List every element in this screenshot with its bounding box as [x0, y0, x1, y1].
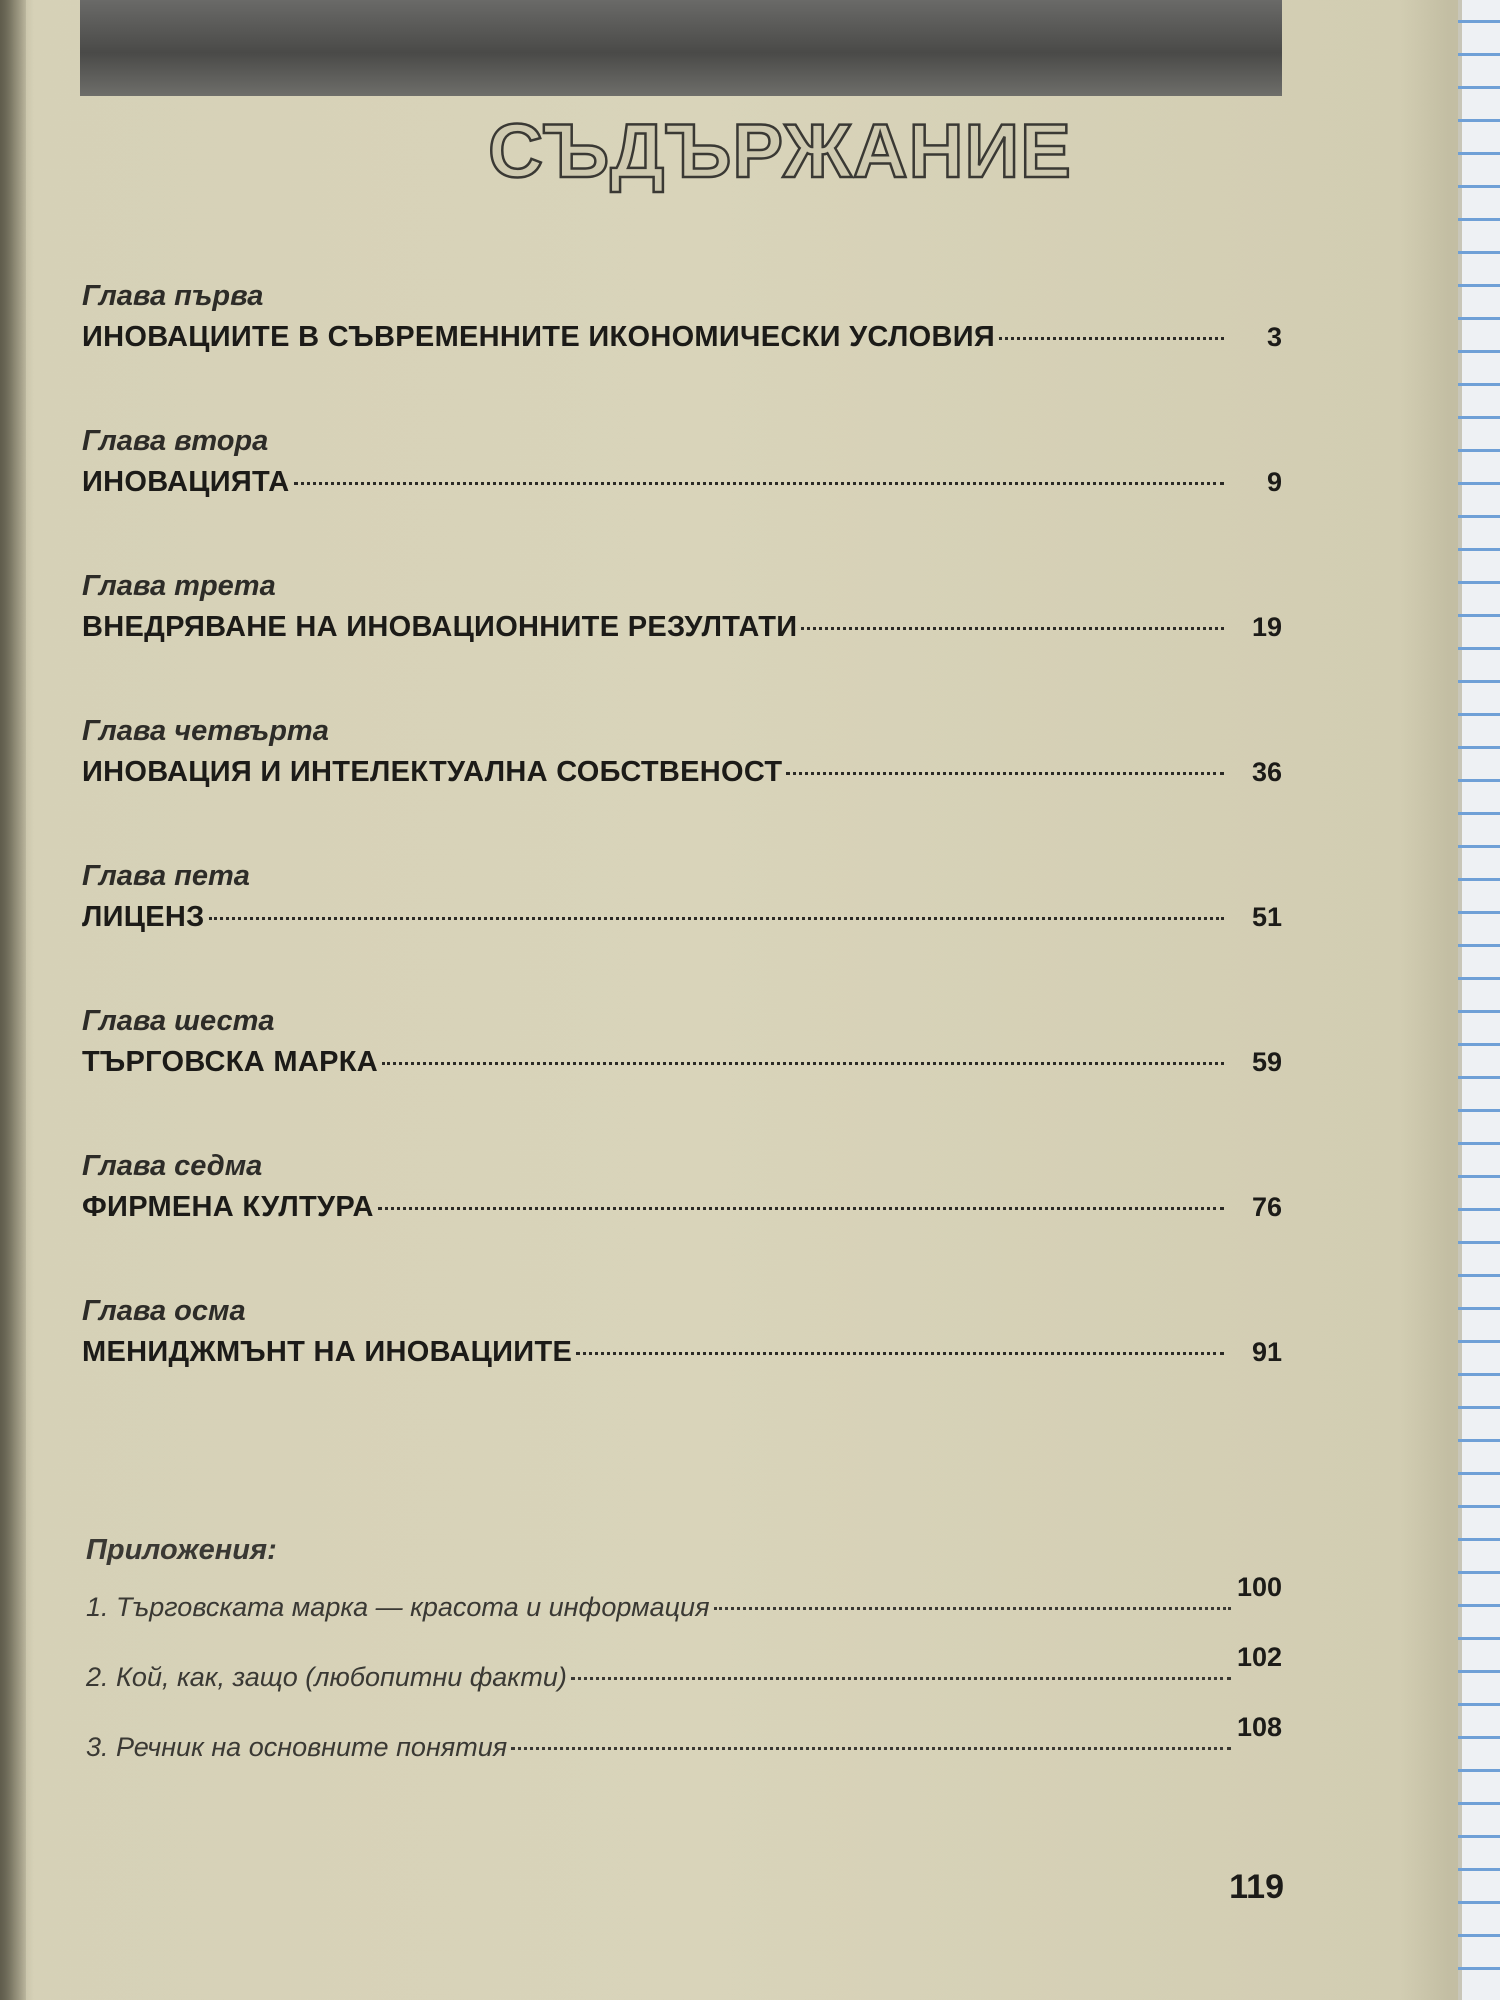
chapter-page-number: 51: [1251, 902, 1282, 932]
dot-leader: [571, 1677, 1231, 1680]
table-of-contents: [82, 278, 1282, 1438]
chapter-label: Глава шеста: [82, 1005, 275, 1037]
chapter-label: Глава седма: [82, 1150, 263, 1182]
dot-leader: [511, 1747, 1231, 1750]
chapter-label: Глава втора: [82, 425, 269, 457]
toc-entry: [82, 1148, 1282, 1293]
chapter-title: ИНОВАЦИИТЕ В СЪВРЕМЕННИТЕ ИКОНОМИЧЕСКИ УСЛОВИЯ: [82, 321, 995, 353]
toc-entry: [82, 423, 1282, 568]
header-bar: [80, 0, 1282, 96]
chapter-title: ВНЕДРЯВАНЕ НА ИНОВАЦИОННИТЕ РЕЗУЛТАТИ: [82, 611, 798, 643]
toc-entry-line: [82, 314, 1282, 360]
appendix-item: [86, 1642, 1282, 1718]
appendix-item-page-number: 108: [1236, 1712, 1282, 1742]
toc-entry-line: [82, 1039, 1282, 1085]
chapter-page-number: 19: [1251, 612, 1282, 642]
chapter-title: ИНОВАЦИЯ И ИНТЕЛЕКТУАЛНА СОБСТВЕНОСТ: [82, 756, 783, 788]
chapter-page-number: 76: [1251, 1192, 1282, 1222]
toc-entry-line: [82, 749, 1282, 795]
toc-entry: [82, 713, 1282, 858]
chapter-title: ФИРМЕНА КУЛТУРА: [82, 1191, 374, 1223]
appendix-section: [86, 1530, 1282, 1788]
chapter-label: Глава четвърта: [82, 715, 329, 747]
chapter-label: Глава пета: [82, 860, 250, 892]
toc-entry: [82, 858, 1282, 1003]
appendix-item: [86, 1712, 1282, 1788]
dot-leader: [576, 1352, 1224, 1355]
toc-entry-line: [82, 604, 1282, 650]
dot-leader: [786, 772, 1224, 775]
appendix-item-page-number: 100: [1236, 1572, 1282, 1602]
chapter-title: ЛИЦЕНЗ: [82, 901, 205, 933]
appendix-item-title: 2. Кой, как, защо (любопитни факти): [86, 1662, 567, 1692]
dot-leader: [801, 627, 1224, 630]
toc-entry-line: [82, 459, 1282, 505]
dot-leader: [209, 917, 1224, 920]
appendix-item-title: 3. Речник на основните понятия: [86, 1732, 508, 1762]
page-title: СЪДЪРЖАНИЕ: [488, 109, 1072, 194]
dot-leader: [382, 1062, 1224, 1065]
toc-entry-line: [82, 1329, 1282, 1375]
notebook-paper-edge: [1458, 0, 1500, 2000]
chapter-page-number: 36: [1251, 757, 1282, 787]
chapter-label: Глава първа: [82, 280, 264, 312]
chapter-title: МЕНИДЖМЪНТ НА ИНОВАЦИИТЕ: [82, 1336, 573, 1368]
page-number: 119: [1229, 1868, 1284, 1906]
appendix-item: [86, 1572, 1282, 1648]
chapter-page-number: 59: [1251, 1047, 1282, 1077]
chapter-title: ИНОВАЦИЯТА: [82, 466, 290, 498]
chapter-label: Глава трета: [82, 570, 276, 602]
chapter-page-number: 9: [1266, 467, 1282, 497]
toc-entry: [82, 568, 1282, 713]
toc-entry: [82, 1003, 1282, 1148]
dot-leader: [378, 1207, 1224, 1210]
toc-entry-line: [82, 894, 1282, 940]
chapter-page-number: 3: [1266, 322, 1282, 352]
toc-entry: [82, 1293, 1282, 1438]
appendix-heading: Приложения:: [86, 1534, 277, 1566]
appendix-item-line: [86, 1642, 1282, 1718]
toc-entry: [82, 278, 1282, 423]
appendix-item-title: 1. Търговската марка — красота и информация: [86, 1592, 710, 1622]
appendix-item-page-number: 102: [1236, 1642, 1282, 1672]
toc-entry-line: [82, 1184, 1282, 1230]
chapter-title: ТЪРГОВСКА МАРКА: [82, 1046, 378, 1078]
chapter-label: Глава осма: [82, 1295, 246, 1327]
dot-leader: [294, 482, 1225, 485]
appendix-item-line: [86, 1572, 1282, 1648]
chapter-page-number: 91: [1251, 1337, 1282, 1367]
dot-leader: [999, 337, 1224, 340]
book-gutter-shadow: [0, 0, 26, 2000]
dot-leader: [714, 1607, 1231, 1610]
appendix-item-line: [86, 1712, 1282, 1788]
